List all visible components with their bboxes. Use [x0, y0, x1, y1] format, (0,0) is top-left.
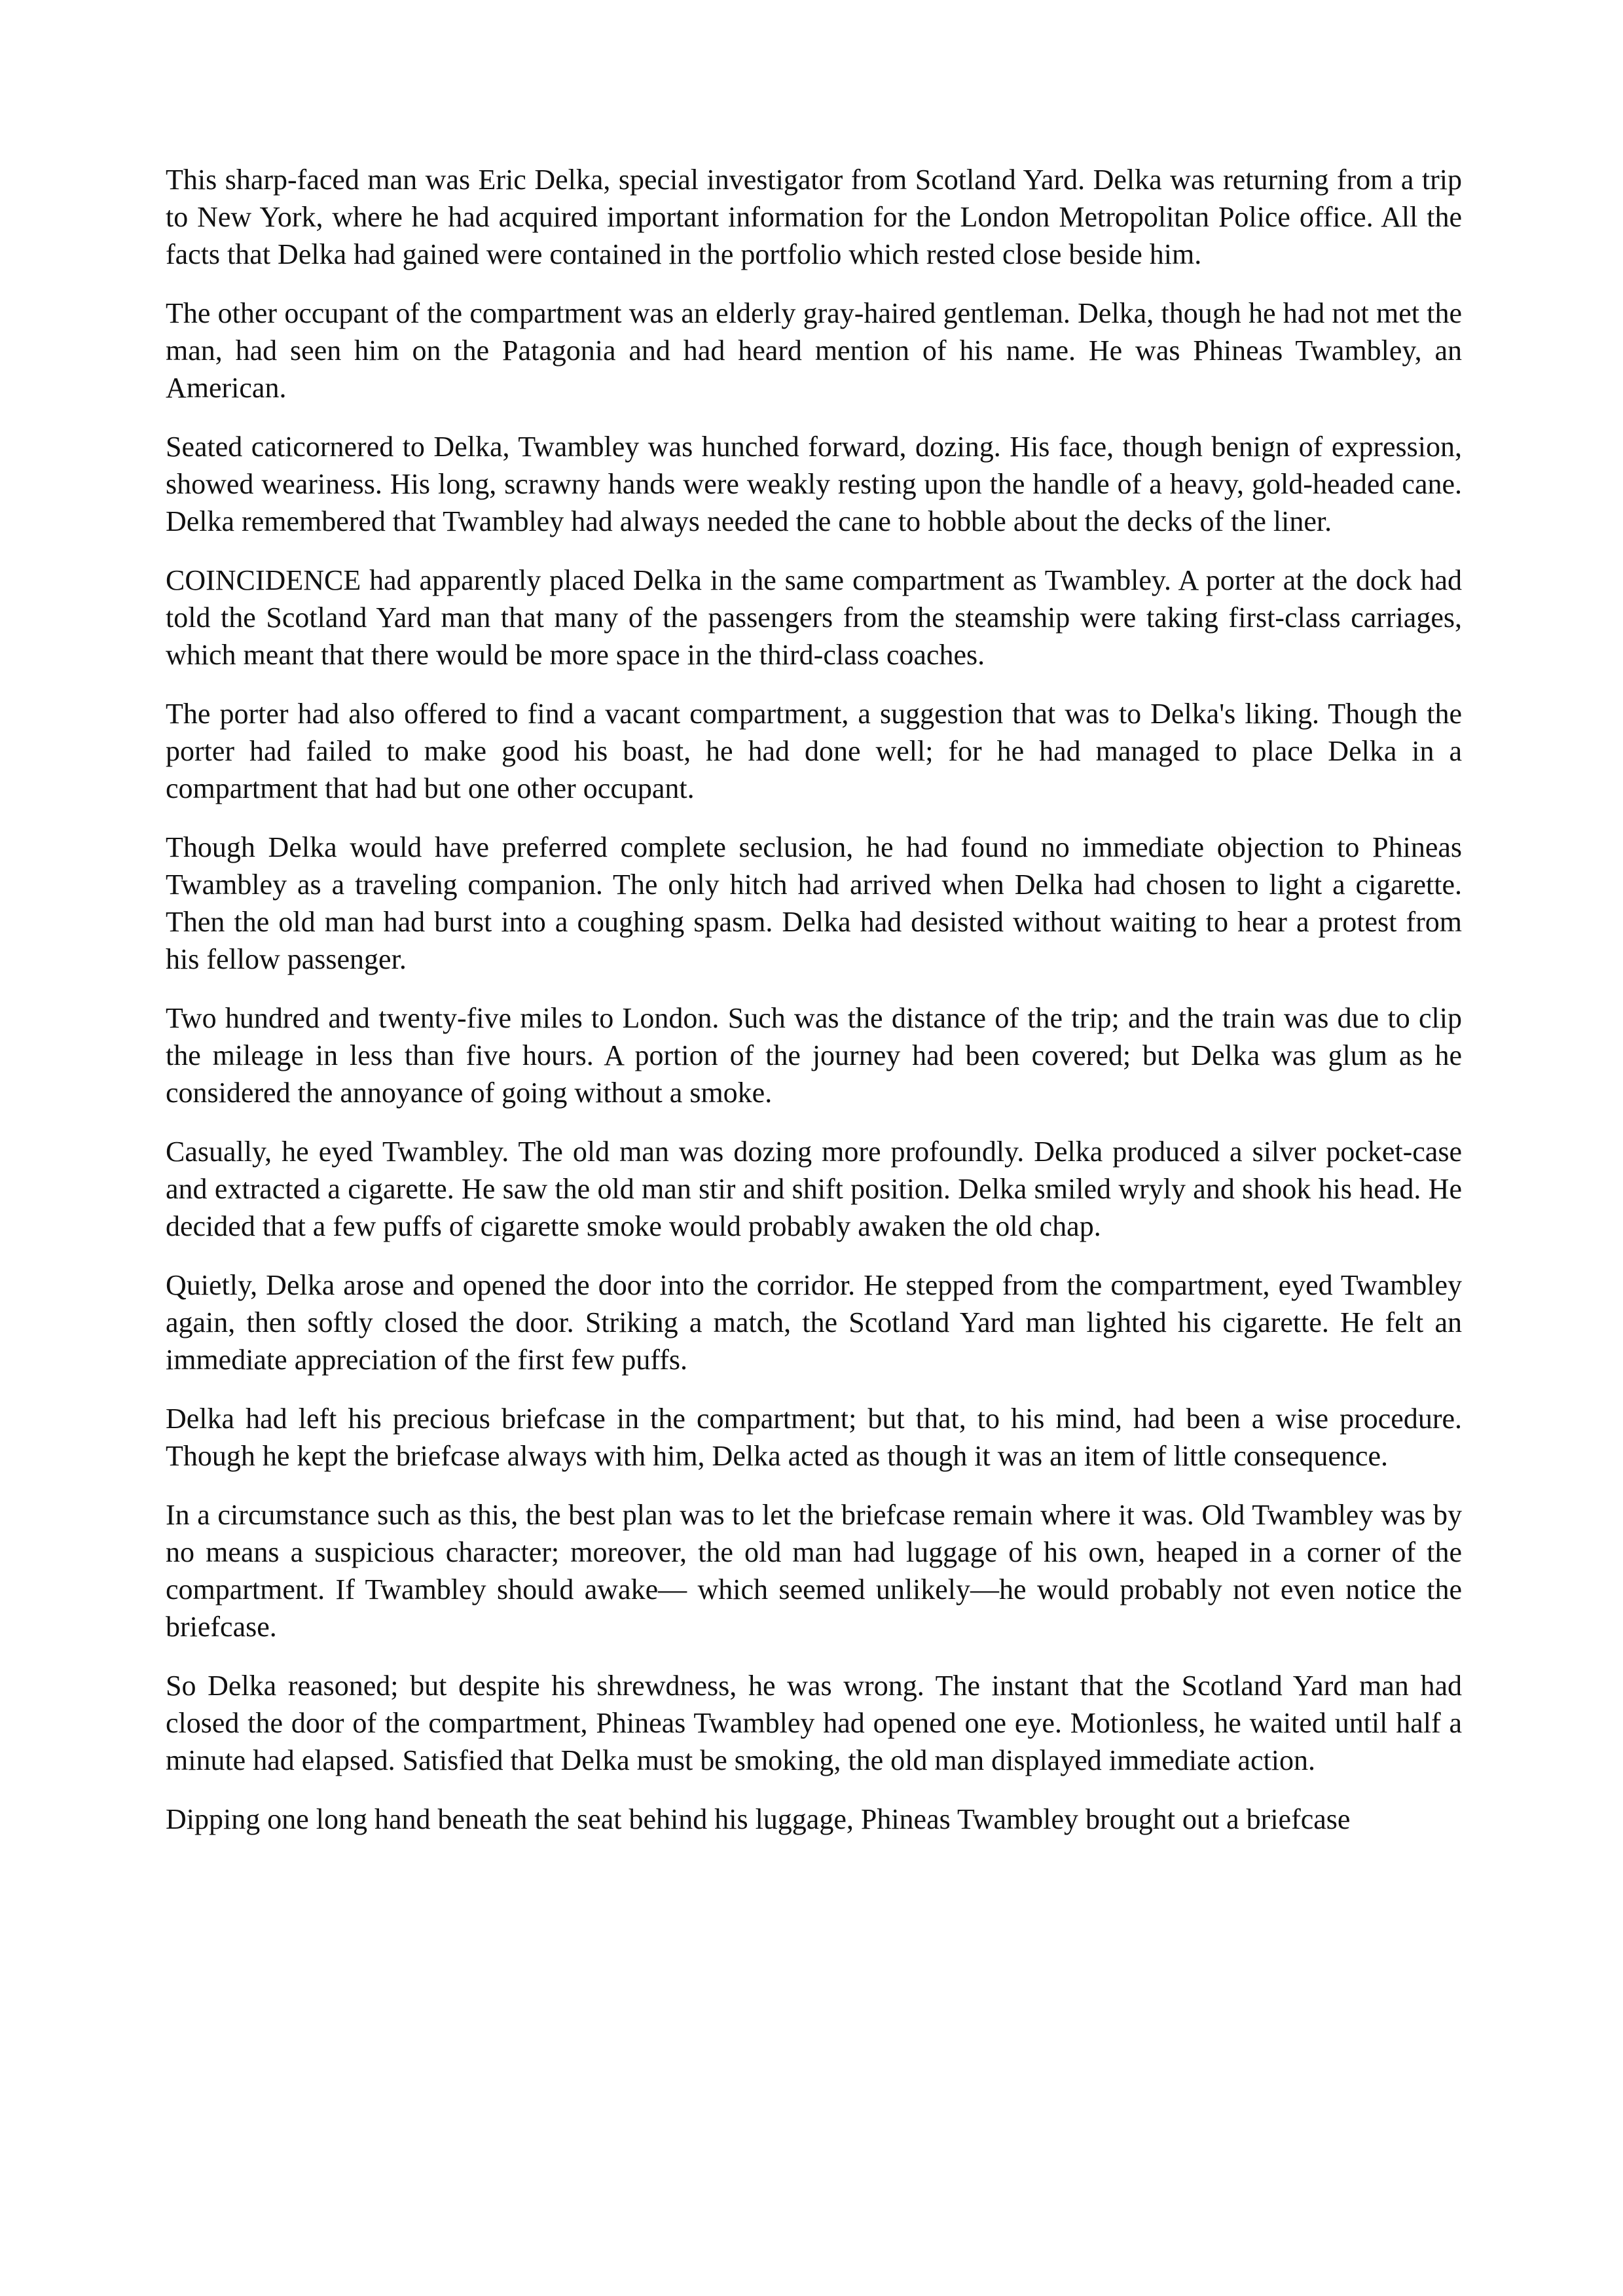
paragraph-12: So Delka reasoned; but despite his shrewdness, he was wrong. The instant that the Scotland Yard man had closed the door of the compartment, Phineas Twambley had opened one eye. Motionless, he waited until half a minute had elapsed. Satisfied that Delka must be smoking, the old man displayed immediate action. — [166, 1670, 1462, 1776]
body-text — [166, 161, 1462, 1838]
paragraph-11: In a circumstance such as this, the best plan was to let the briefcase remain where it was. Old Twambley was by no means a suspicious character; moreover, the old man had luggage of his own, heaped in a corner of the compartment. If Twambley should awake— which seemed unlikely—he would probably not even notice the briefcase. — [166, 1499, 1462, 1643]
paragraph-3: Seated caticornered to Delka, Twambley was hunched forward, dozing. His face, though benign of expression, showed weariness. His long, scrawny hands were weakly resting upon the handle of a heavy, gold-headed cane. Delka remembered that Twambley had always needed the cane to hobble about the decks of the liner. — [166, 431, 1462, 537]
paragraph-7: Two hundred and twenty-five miles to London. Such was the distance of the trip; and the train was due to clip the mileage in less than five hours. A portion of the journey had been covered; but Delka was glum as he considered the annoyance of going without a smoke. — [166, 1002, 1462, 1109]
paragraph-4: COINCIDENCE had apparently placed Delka in the same compartment as Twambley. A porter at the dock had told the Scotland Yard man that many of the passengers from the steamship were taking first-class carriages, which meant that there would be more space in the third-class coaches. — [166, 564, 1462, 671]
paragraph-6: Though Delka would have preferred complete seclusion, he had found no immediate objection to Phineas Twambley as a traveling companion. The only hitch had arrived when Delka had chosen to light a cigarette. Then the old man had burst into a coughing spasm. Delka had desisted without waiting to hear a protest from his fellow passenger. — [166, 831, 1462, 975]
paragraph-8: Casually, he eyed Twambley. The old man was dozing more profoundly. Delka produced a silver pocket-case and extracted a cigarette. He saw the old man stir and shift position. Delka smiled wryly and shook his head. He decided that a few puffs of cigarette smoke would probably awaken the old chap. — [166, 1136, 1462, 1242]
paragraph-2: The other occupant of the compartment was an elderly gray-haired gentleman. Delka, though he had not met the man, had seen him on the Patagonia and had heard mention of his name. He was Phineas Twambley, an American. — [166, 297, 1462, 404]
paragraph-5: The porter had also offered to find a vacant compartment, a suggestion that was to Delka's liking. Though the porter had failed to make good his boast, he had done well; for he had managed to place Delka in a compartment that had but one other occupant. — [166, 698, 1462, 804]
paragraph-1: This sharp-faced man was Eric Delka, special investigator from Scotland Yard. Delka was returning from a trip to New York, where he had acquired important information for the London Metropolitan Police office. All the facts that Delka had gained were contained in the portfolio which rested close beside him. — [166, 164, 1462, 270]
paragraph-13: Dipping one long hand beneath the seat behind his luggage, Phineas Twambley brought out a briefcase — [166, 1803, 1351, 1835]
paragraph-9: Quietly, Delka arose and opened the door into the corridor. He stepped from the compartment, eyed Twambley again, then softly closed the door. Striking a match, the Scotland Yard man lighted his cigarette. He felt an immediate appreciation of the first few puffs. — [166, 1269, 1462, 1376]
paragraph-10: Delka had left his precious briefcase in the compartment; but that, to his mind, had been a wise procedure. Though he kept the briefcase always with him, Delka acted as though it was an item of little consequence. — [166, 1403, 1462, 1472]
